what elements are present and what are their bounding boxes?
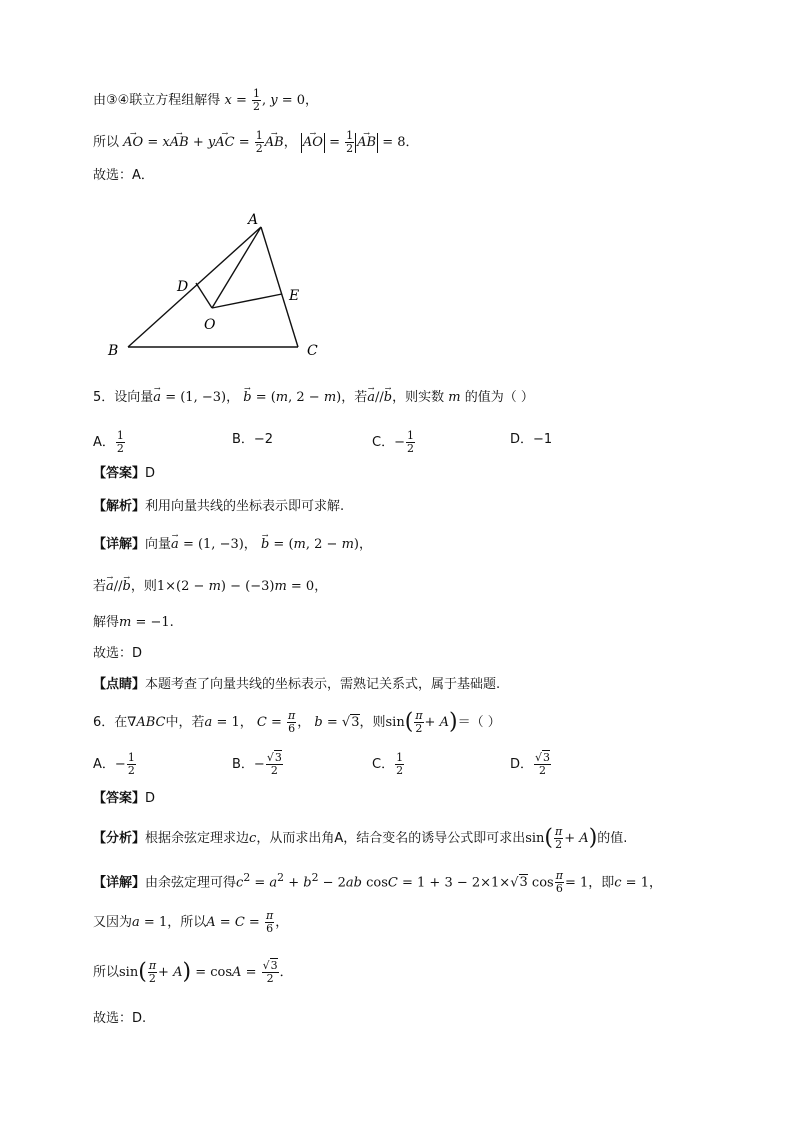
q5-option-b: B．−2: [232, 432, 274, 447]
tag: 【解析】: [93, 499, 146, 514]
q5-option-a: A． $\frac{1}{2}$: [93, 429, 124, 455]
intro-line-3: 故选：A．: [93, 168, 154, 183]
segment-oe: [212, 294, 282, 308]
question-number: 5．: [93, 390, 115, 405]
q6-option-a: A．− $\frac{1}{2}$: [93, 751, 135, 777]
text: 解得: [93, 615, 120, 630]
label-c: C: [307, 343, 318, 359]
tag: 【答案】: [93, 791, 146, 806]
q6-choose: 故选：D.: [93, 1011, 147, 1026]
q6-also: 又因为a = 1，所以A = C = $\frac{\pi}{6}$ ，: [93, 909, 289, 935]
option-label: C．: [372, 435, 395, 450]
segment-ab: [128, 227, 261, 347]
text: ，则: [130, 579, 157, 594]
tag: 【详解】: [93, 537, 146, 552]
label-o: O: [204, 317, 216, 333]
text: 所以: [93, 965, 120, 980]
text: 由③④联立方程组解得: [93, 93, 221, 108]
q5-stem: 5．设向量→ a = (1, −3)， → b = (m, 2 − m)，若→ a//→ b，则实数 m 的值为（ ）: [93, 388, 534, 408]
text: ，则实数: [392, 390, 445, 405]
text: ，则: [359, 715, 386, 730]
answer-value: D: [145, 791, 156, 806]
q6-analysis: 【分析】根据余弦定理求边c，从而求出角A，结合变名的诱导公式即可求出sin( $\frac{\pi}{2}$ + A)的值.: [93, 825, 628, 851]
label-a: A: [248, 212, 259, 228]
text: 又因为: [93, 915, 133, 930]
option-label: A．: [93, 757, 115, 772]
q6-answer: [93, 789, 155, 809]
label-e: E: [289, 288, 300, 304]
segment-do: [196, 283, 212, 308]
q5-analysis: [93, 497, 344, 517]
text: 根据余弦定理求边: [145, 831, 250, 846]
tag: 【答案】: [93, 466, 146, 481]
text: 的值.: [597, 831, 628, 846]
text: 本题考查了向量共线的坐标表示，需熟记关系式，属于基础题.: [145, 677, 501, 692]
label-b: B: [108, 343, 119, 359]
text: 所以: [93, 135, 120, 150]
q6-so: 所以sin( $\frac{\pi}{2}$ + A) = cosA = $\frac{√3}{2}$ ．: [93, 959, 293, 985]
segment-ao: [212, 227, 261, 308]
q6-stem: 6．在∇ABC中，若a = 1， C = $\frac{\pi}{6}$ ， b = √3，则sin( $\frac{\pi}{2}$ + A)＝（ ）: [93, 709, 501, 735]
text: 若: [93, 579, 107, 594]
tag: 【详解】: [93, 875, 146, 891]
text: 利用向量共线的坐标表示即可求解.: [145, 499, 345, 514]
text: 向量: [145, 537, 172, 552]
q5-comment: [93, 675, 500, 695]
text: ，即: [588, 875, 615, 891]
answer-value: D: [145, 466, 156, 481]
option-label: D．: [510, 757, 534, 772]
q6-option-c: C． $\frac{1}{2}$: [372, 751, 404, 777]
option-label: A．: [93, 435, 115, 450]
label-d: D: [177, 279, 189, 295]
intro-line-2: 所以 → AO = x→ AB + y→ AC = $\frac{1}{2}$ → AB， → AO = $\frac{1}{2}$ → AB = 8．: [93, 130, 419, 155]
intro-line-1: 由③④联立方程组解得 x = $\frac{1}{2}$ , y = 0，: [93, 87, 319, 113]
question-number: 6．: [93, 715, 115, 730]
option-label: C．: [372, 757, 395, 772]
text: ，所以: [167, 915, 207, 930]
q6-detail: 【详解】由余弦定理可得$c^2 = a^2 + b^2 - 2ab$ cosC = 1 + 3 − 2×1×√3 cos $\frac{\pi}{6}$ = 1，即c = 1，: [93, 869, 662, 896]
text: 的值为（ ）: [464, 390, 534, 405]
text: ，若: [341, 390, 368, 405]
text: ＝（ ）: [457, 715, 501, 730]
text: 由余弦定理可得: [145, 875, 237, 891]
q5-answer: [93, 464, 155, 484]
q5-detail: 【详解】向量→ a = (1, −3)， → b = (m, 2 − m)，: [93, 535, 372, 555]
text: 在: [114, 715, 128, 730]
segment-ca: [261, 227, 298, 347]
q5-detail-2: 若→ a//→ b，则1×(2 − m) − (−3)m = 0，: [93, 577, 327, 597]
text: 中，若: [165, 715, 205, 730]
text: 设向量: [114, 390, 154, 405]
q5-choose: 故选：D: [93, 646, 143, 661]
q5-option-c: C．− $\frac{1}{2}$: [372, 429, 414, 455]
text: ，从而求出角A，结合变名的诱导公式即可求出: [256, 831, 526, 846]
q5-solve: 解得m = −1.: [93, 615, 174, 630]
q6-option-b: B．− $\frac{√3}{2}$: [232, 751, 282, 777]
triangle-figure: [100, 205, 340, 365]
tag: 【分析】: [93, 831, 146, 846]
q5-option-d: D．−1: [510, 432, 553, 447]
tag: 【点睛】: [93, 677, 146, 692]
option-label: B．: [232, 757, 254, 772]
q6-option-d: D． $\frac{√3}{2}$: [510, 751, 551, 777]
